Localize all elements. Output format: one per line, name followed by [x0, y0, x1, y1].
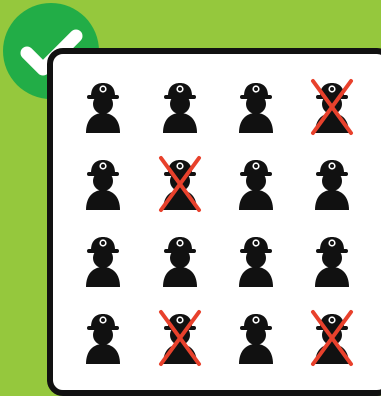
- worker-cell: [149, 229, 211, 291]
- worker-cell: [225, 306, 287, 368]
- worker-cell-crossed: [149, 152, 211, 214]
- miner-helmet-icon: [225, 152, 287, 214]
- miner-helmet-icon: [149, 75, 211, 137]
- worker-cell: [225, 75, 287, 137]
- worker-grid: [53, 54, 381, 390]
- miner-helmet-icon: [72, 229, 134, 291]
- miner-helmet-icon: [301, 229, 363, 291]
- miner-helmet-icon: [225, 306, 287, 368]
- miner-helmet-icon: [72, 306, 134, 368]
- worker-cell: [149, 75, 211, 137]
- miner-helmet-icon: [149, 152, 211, 214]
- miner-helmet-icon: [225, 75, 287, 137]
- miner-helmet-icon: [301, 152, 363, 214]
- miner-helmet-icon: [225, 229, 287, 291]
- worker-cell: [225, 229, 287, 291]
- worker-cell: [72, 75, 134, 137]
- miner-helmet-icon: [149, 306, 211, 368]
- worker-cell: [225, 152, 287, 214]
- miner-helmet-icon: [72, 152, 134, 214]
- worker-cell: [301, 229, 363, 291]
- miner-helmet-icon: [301, 306, 363, 368]
- worker-cell-crossed: [149, 306, 211, 368]
- worker-cell-crossed: [301, 306, 363, 368]
- worker-cell: [301, 152, 363, 214]
- miner-helmet-icon: [149, 229, 211, 291]
- worker-cell: [72, 306, 134, 368]
- miner-helmet-icon: [72, 75, 134, 137]
- worker-cell: [72, 229, 134, 291]
- worker-cell-crossed: [301, 75, 363, 137]
- worker-cell: [72, 152, 134, 214]
- miner-helmet-icon: [301, 75, 363, 137]
- worker-grid-panel: [47, 48, 381, 396]
